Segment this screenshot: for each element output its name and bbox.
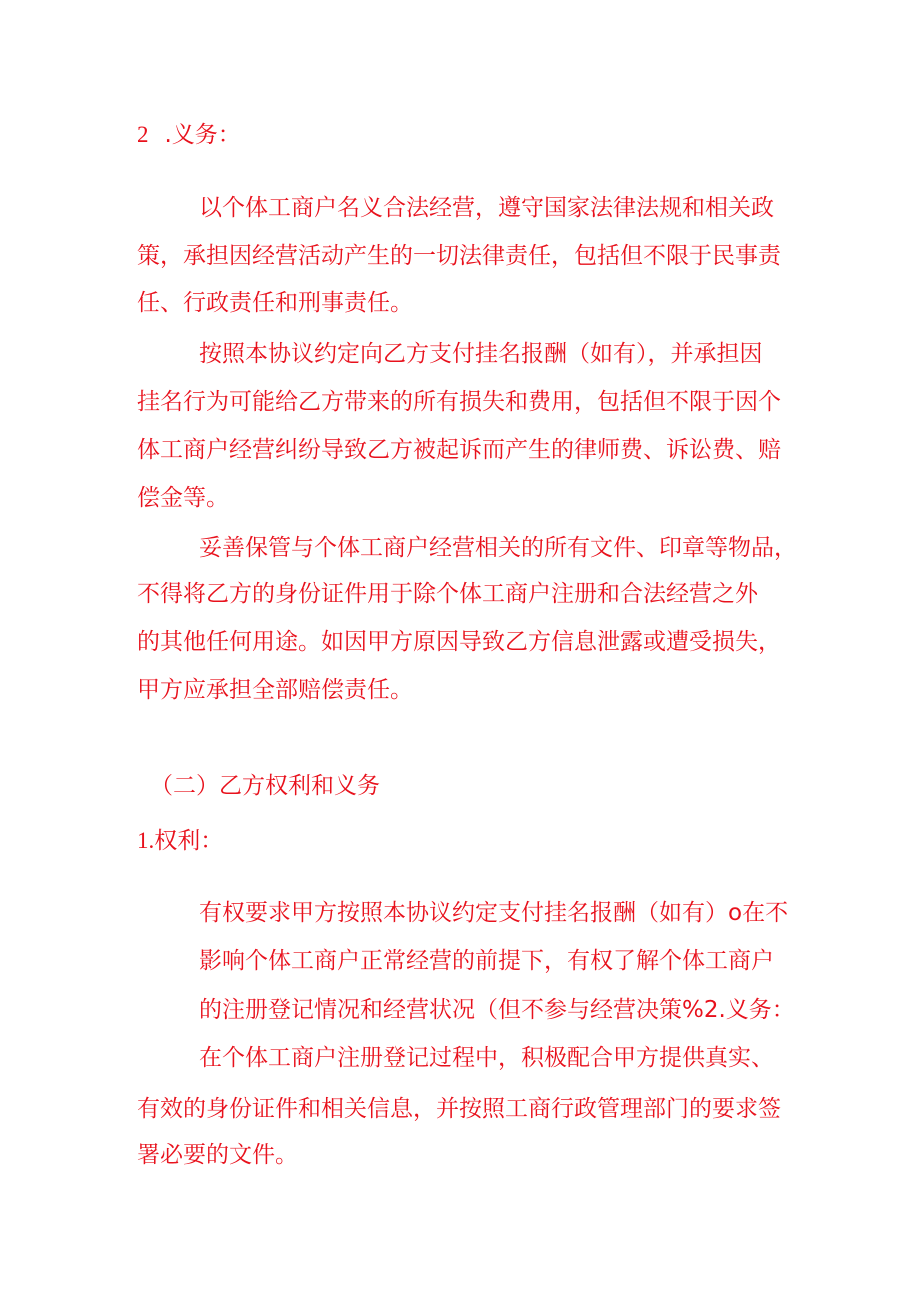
text-line: 署必要的文件。 <box>137 1142 298 1168</box>
text-line: 偿金等。 <box>137 485 229 511</box>
rights-number: 1. <box>137 828 155 853</box>
text-line: 甲方应承担全部赔偿责任。 <box>137 677 413 703</box>
text-line: 有权要求甲方按照本协议约定支付挂名报酬（如有）o在不 <box>199 900 789 926</box>
rights-text: 权利： <box>154 828 224 854</box>
text-line: 策，承担因经营活动产生的一切法律责任，包括但不限于民事责 <box>137 243 781 269</box>
heading-text: .义务： <box>164 122 241 148</box>
text-line: 妥善保管与个体工商户经营相关的所有文件、印章等物品， <box>199 535 797 561</box>
rights-heading <box>137 826 223 856</box>
text-line: 的其他任何用途。如因甲方原因导致乙方信息泄露或遭受损失， <box>137 629 781 655</box>
text-line: 按照本协议约定向乙方支付挂名报酬（如有），并承担因 <box>199 341 763 367</box>
text-line: 影响个体工商户正常经营的前提下，有权了解个体工商户 <box>199 948 774 974</box>
text-line: 体工商户经营纠纷导致乙方被起诉而产生的律师费、诉讼费、赔 <box>137 437 781 463</box>
heading-number: 2 <box>137 122 149 147</box>
text-line: 有效的身份证件和相关信息，并按照工商行政管理部门的要求签 <box>137 1096 781 1122</box>
section-title-party-b: （二）乙方权利和义务 <box>150 773 380 799</box>
text-line: 的注册登记情况和经营状况（但不参与经营决策%2.义务： <box>199 997 795 1023</box>
text-line: 在个体工商户注册登记过程中，积极配合甲方提供真实、 <box>199 1045 774 1071</box>
text-line: 任、行政责任和刑事责任。 <box>137 290 413 316</box>
text-line: 挂名行为可能给乙方带来的所有损失和费用，包括但不限于因个 <box>137 389 781 415</box>
section-heading-duty <box>137 120 241 150</box>
text-line: 以个体工商户名义合法经营，遵守国家法律法规和相关政 <box>199 195 774 221</box>
text-line: 不得将乙方的身份证件用于除个体工商户注册和合法经营之外 <box>137 581 758 607</box>
